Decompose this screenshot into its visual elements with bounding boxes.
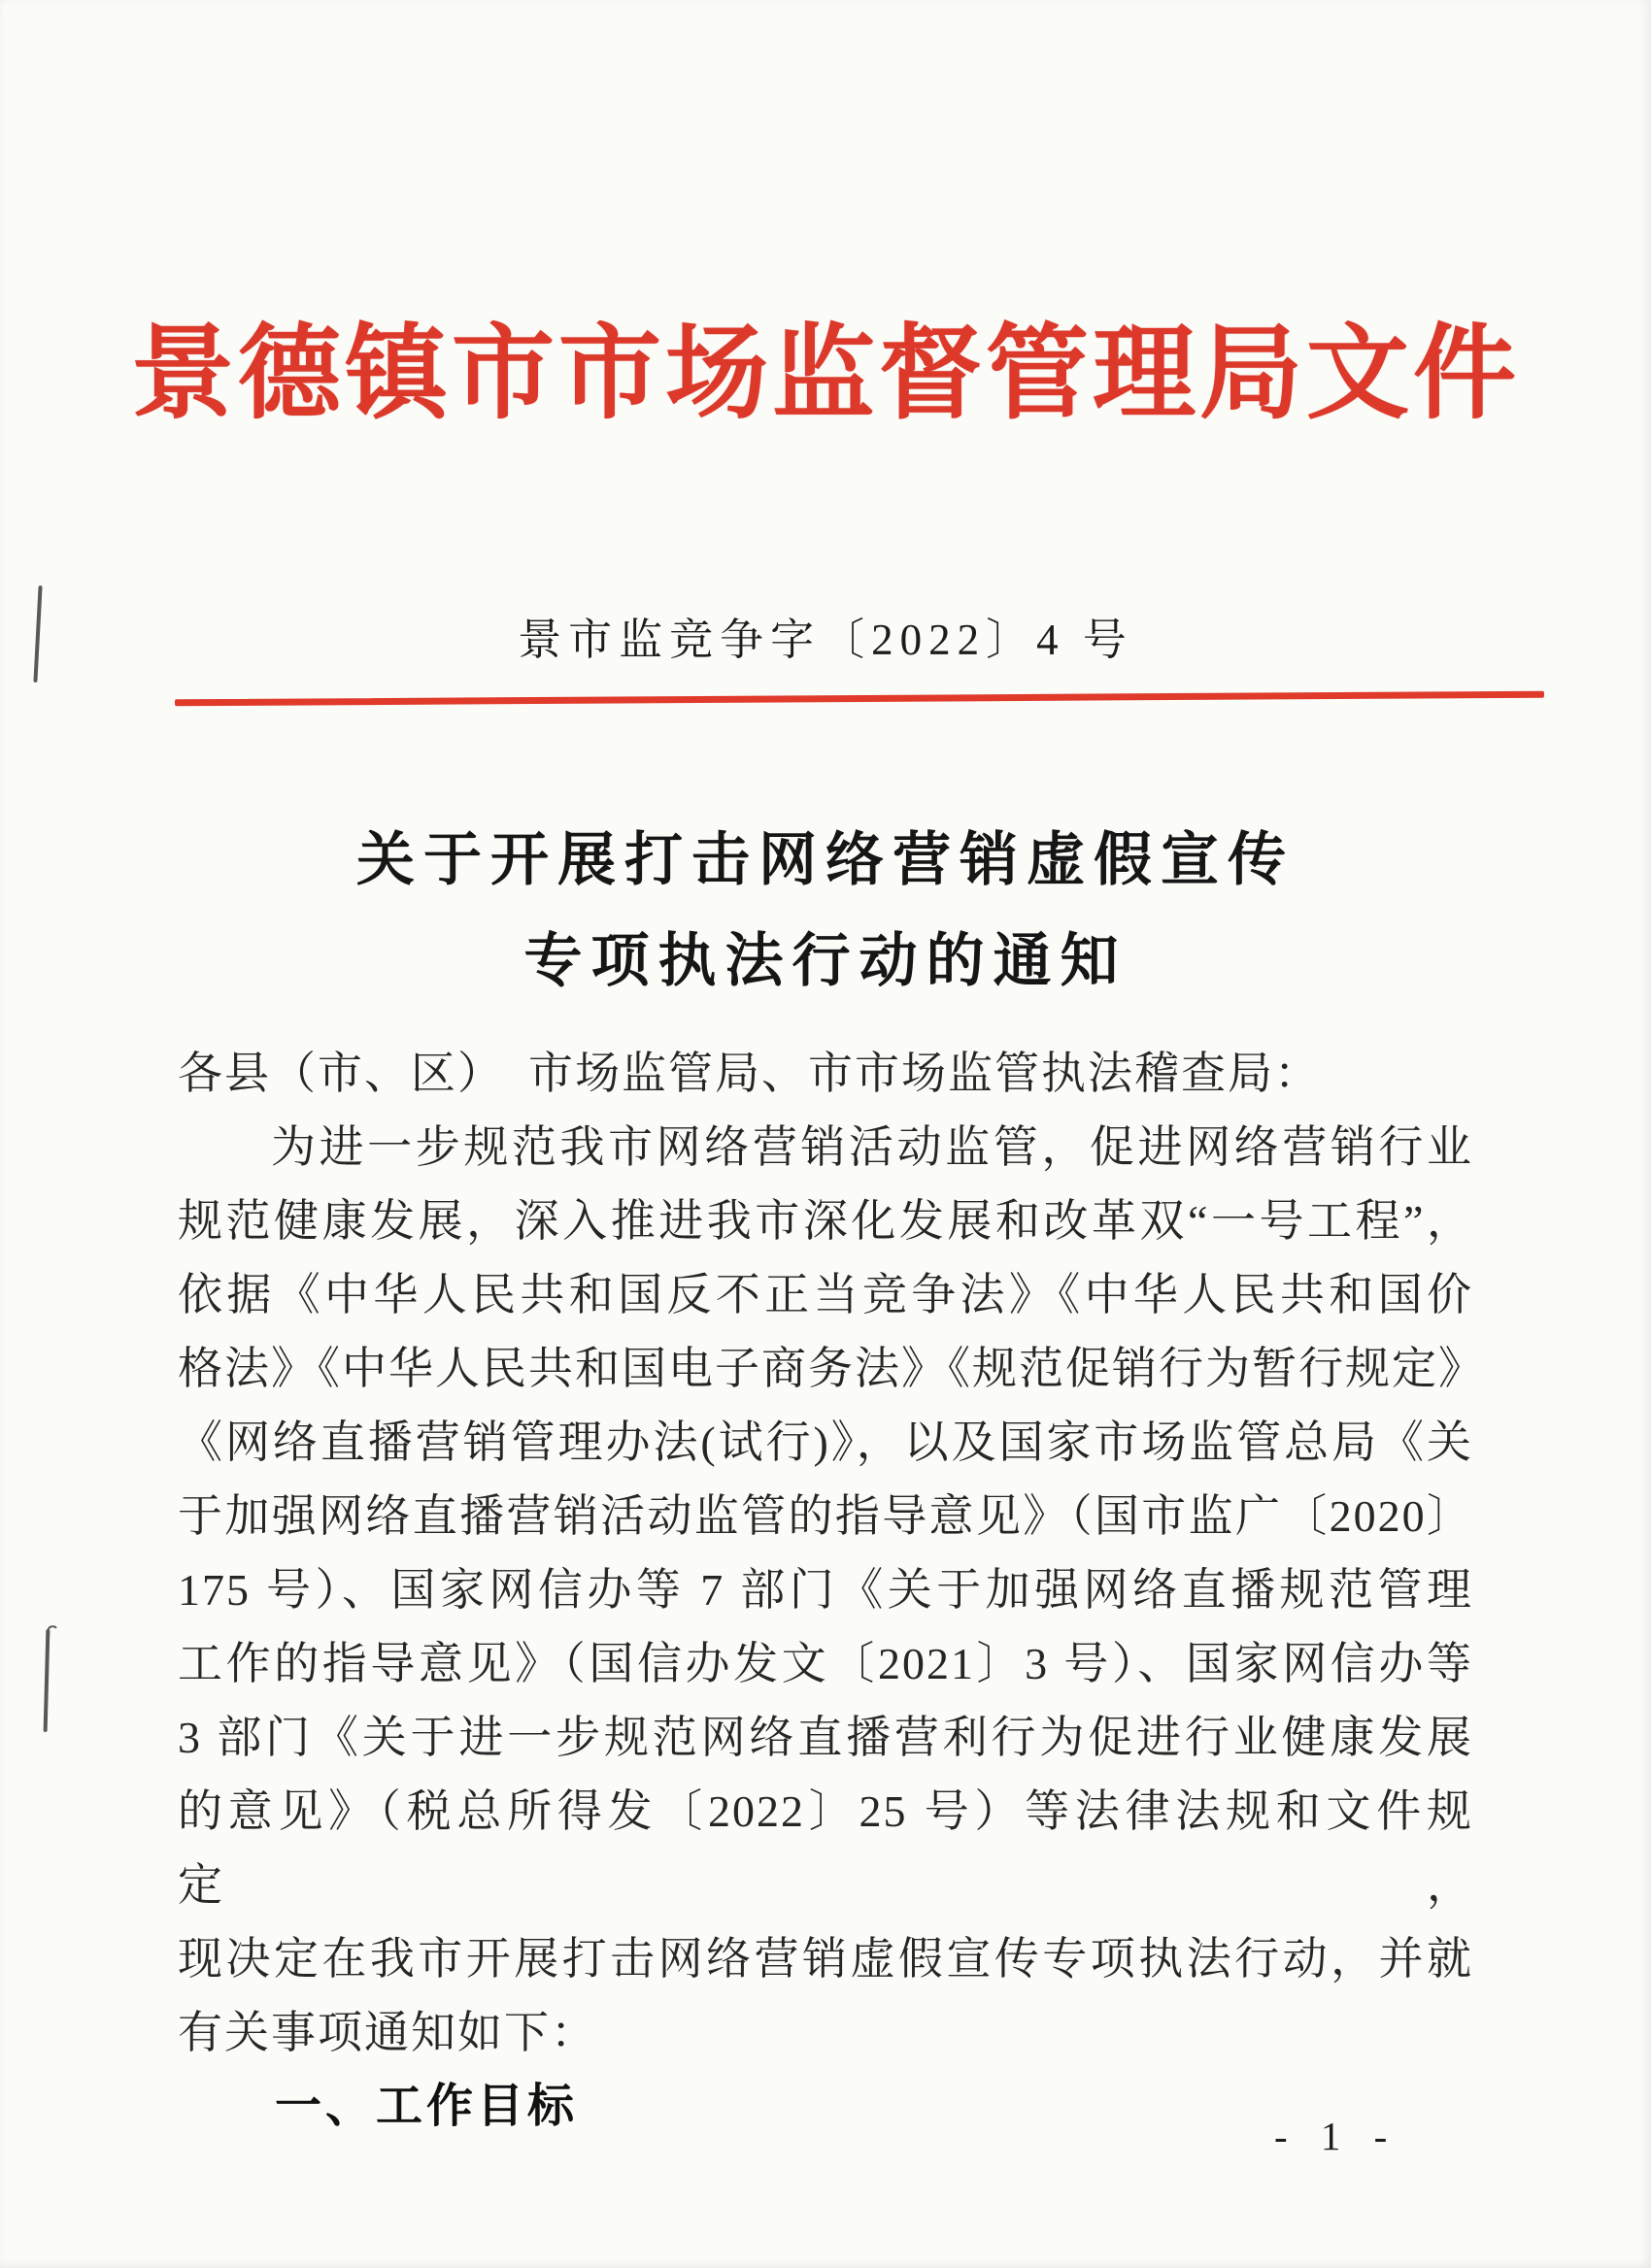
body-line: 于加强网络直播营销活动监管的指导意见》（国市监广〔2020〕 <box>178 1491 1473 1541</box>
body-line: 175 号）、国家网信办等 7 部门《关于加强网络直播规范管理 <box>178 1565 1473 1615</box>
binding-mark-bottom <box>44 1629 51 1732</box>
body-line: 现决定在我市开展打击网络营销虚假宣传专项执法行动，并就 <box>178 1934 1473 1984</box>
document-number: 景市监竞争字〔2022〕4 号 <box>518 616 1133 664</box>
section-heading-work-goals: 一、工作目标 <box>275 2081 579 2132</box>
body-line: 规范健康发展，深入推进我市深化发展和改革双“一号工程”， <box>178 1196 1473 1246</box>
body-line: 有关事项通知如下： <box>178 2008 597 2057</box>
salutation-line: 各县（市、区） 市场监管局、市市场监管执法稽查局： <box>178 1049 1321 1098</box>
document-title-line1: 关于开展打击网络营销虚假宣传 <box>356 828 1295 892</box>
body-line: 3 部门《关于进一步规范网络直播营利行为促进行业健康发展 <box>178 1713 1473 1762</box>
page-number: - 1 - <box>1274 2114 1399 2158</box>
document-body <box>178 1037 1485 2144</box>
document-title <box>0 810 1651 1012</box>
body-line: 为进一步规范我市网络营销活动监管，促进网络营销行业 <box>271 1122 1473 1172</box>
body-line: 依据《中华人民共和国反不正当竞争法》《中华人民共和国价 <box>178 1270 1473 1319</box>
body-line: 《网络直播营销管理办法(试行)》，以及国家市场监管总局《关 <box>178 1418 1473 1467</box>
body-line: 的意见》（税总所得发〔2022〕25 号）等法律法规和文件规定， <box>178 1786 1473 1910</box>
body-line: 工作的指导意见》（国信办发文〔2021〕3 号）、国家网信办等 <box>178 1639 1473 1688</box>
body-line: 格法》《中华人民共和国电子商务法》《规范促销行为暂行规定》 <box>178 1344 1485 1393</box>
red-divider-line <box>175 691 1544 707</box>
agency-header-title: 景德镇市市场监督管理局文件 <box>131 317 1520 431</box>
document-title-line2: 专项执法行动的通知 <box>523 929 1128 993</box>
